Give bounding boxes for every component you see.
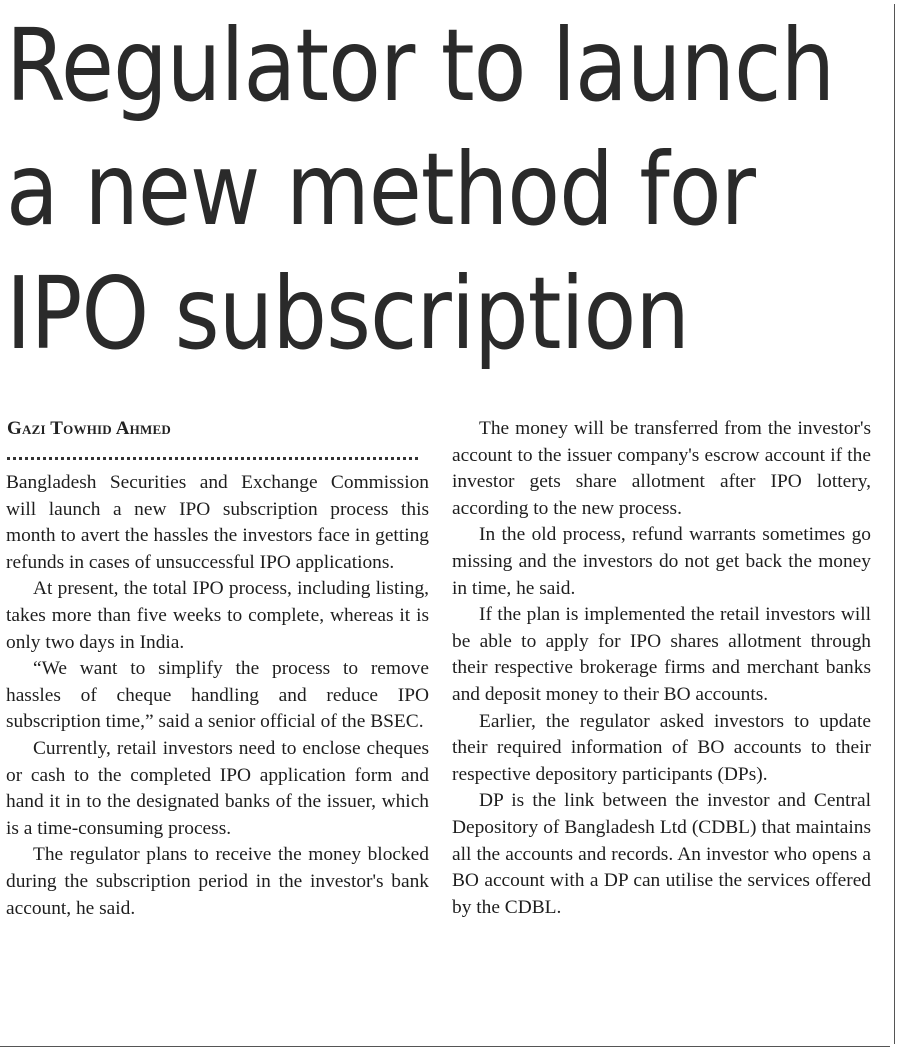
paragraph: In the old process, refund warrants sometimes go missing and the investors do not get back the money in time, he said.	[452, 524, 871, 599]
headline-line-2: a new method for	[6, 131, 756, 248]
article-column-right	[452, 416, 871, 921]
paragraph: DP is the link between the investor and Central Depository of Bangladesh Ltd (CDBL) that maintains all the accounts and records. An investor who opens a BO account with a DP can utilise the services offered by the CDBL.	[452, 790, 871, 918]
headline-line-1: Regulator to launch	[6, 7, 835, 124]
paragraph: The money will be transferred from the investor's account to the issuer company's escrow account if the investor gets share allotment after IPO lottery, according to the new process.	[452, 418, 871, 519]
headline-line-3: IPO subscription	[6, 255, 690, 372]
paragraph: If the plan is implemented the retail investors will be able to apply for IPO shares allotment through their respective brokerage firms and merchant banks and deposit money to their BO accounts.	[452, 604, 871, 705]
bottom-rule	[0, 1046, 890, 1047]
article-headline	[6, 4, 835, 376]
paragraph: At present, the total IPO process, including listing, takes more than five weeks to complete, whereas it is only two days in India.	[6, 578, 429, 653]
author-byline: Gazi Towhid Ahmed	[7, 418, 171, 439]
article-column-left	[6, 470, 429, 922]
paragraph: Earlier, the regulator asked investors to update their required information of BO accounts to their respective depository participants (DPs).	[452, 710, 871, 785]
paragraph: Currently, retail investors need to enclose cheques or cash to the completed IPO application form and hand it in to the designated banks of the issuer, which is a time-consuming process.	[6, 737, 429, 839]
byline-divider	[7, 457, 418, 460]
paragraph: Bangladesh Securities and Exchange Commission will launch a new IPO subscription process this month to avert the hassles the investors face in getting refunds in cases of unsuccessful IPO applications.	[6, 472, 429, 573]
column-edge-rule	[894, 4, 895, 1044]
paragraph: The regulator plans to receive the money blocked during the subscription period in the investor's bank account, he said.	[6, 844, 429, 919]
paragraph: “We want to simplify the process to remove hassles of cheque handling and reduce IPO subscription time,” said a senior official of the BSEC.	[6, 658, 429, 733]
